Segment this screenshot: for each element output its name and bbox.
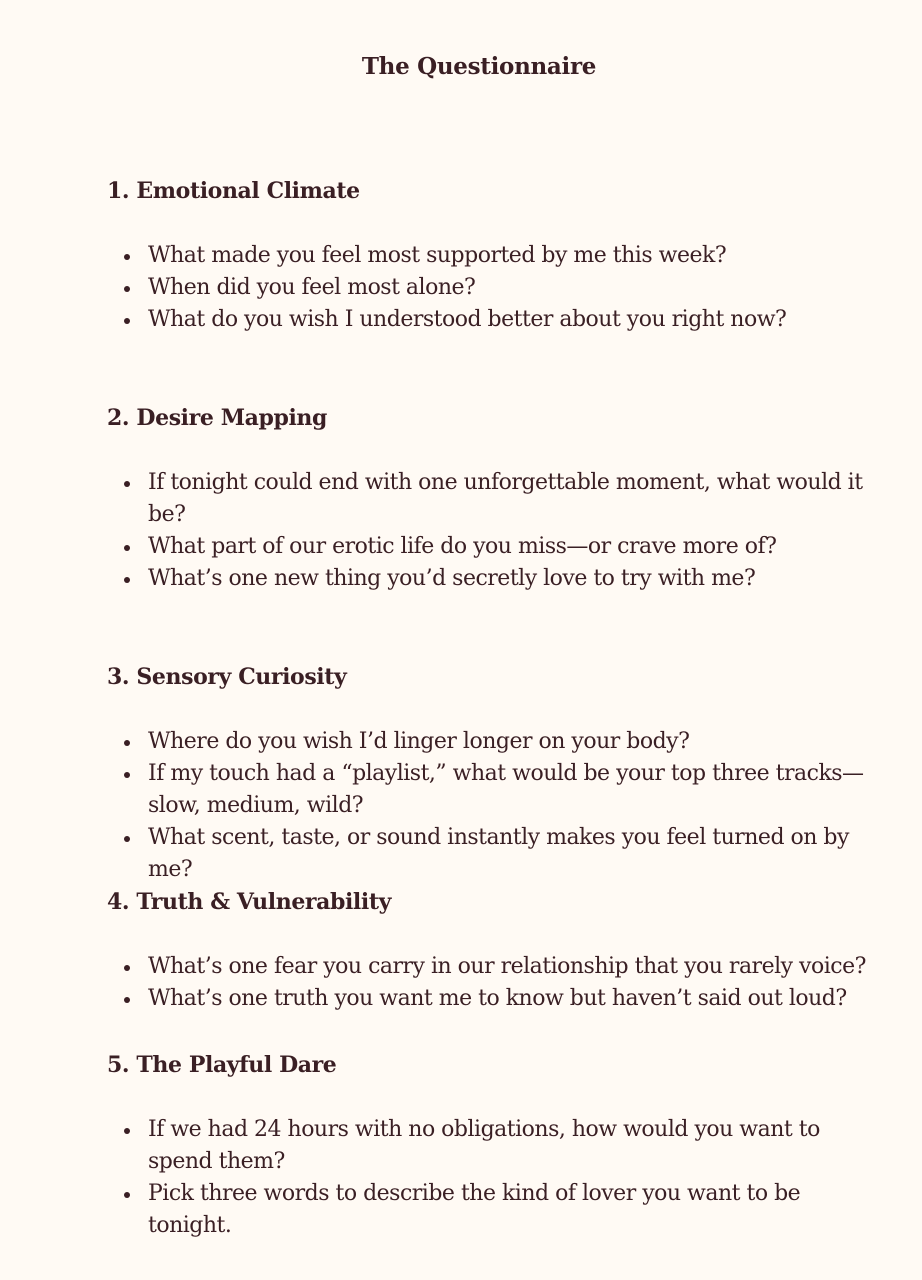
question-item: What made you feel most supported by me this week?: [107, 240, 887, 272]
question-item: What scent, taste, or sound instantly makes you feel turned on by me?: [107, 822, 887, 886]
section-heading: 5. The Playful Dare: [107, 1052, 337, 1078]
question-item: What’s one new thing you’d secretly love to try with me?: [107, 563, 887, 595]
section-sensory-curiosity: [107, 662, 887, 886]
question-item: What do you wish I understood better about you right now?: [107, 304, 887, 336]
question-list: [107, 467, 887, 595]
question-list: [107, 1114, 887, 1242]
section-desire-mapping: [107, 403, 887, 595]
question-list: [107, 951, 887, 1015]
question-item: If tonight could end with one unforgettable moment, what would it be?: [107, 467, 887, 531]
question-item: Pick three words to describe the kind of lover you want to be tonight.: [107, 1178, 887, 1242]
section-playful-dare: [107, 1050, 887, 1242]
question-item: What’s one fear you carry in our relationship that you rarely voice?: [107, 951, 887, 983]
question-item: What part of our erotic life do you miss—or crave more of?: [107, 531, 887, 563]
question-item: What’s one truth you want me to know but haven’t said out loud?: [107, 983, 887, 1015]
question-item: If we had 24 hours with no obligations, how would you want to spend them?: [107, 1114, 887, 1178]
question-item: If my touch had a “playlist,” what would be your top three tracks—slow, medium, wild?: [107, 758, 887, 822]
section-heading: 3. Sensory Curiosity: [107, 664, 347, 690]
page-title: The Questionnaire: [361, 53, 597, 80]
question-list: [107, 726, 887, 886]
question-item: Where do you wish I’d linger longer on your body?: [107, 726, 887, 758]
section-truth-vulnerability: [107, 887, 887, 1015]
section-emotional-climate: [107, 176, 887, 336]
section-heading: 4. Truth & Vulnerability: [107, 889, 391, 915]
section-heading: 1. Emotional Climate: [107, 178, 360, 204]
question-item: When did you feel most alone?: [107, 272, 887, 304]
section-heading: 2. Desire Mapping: [107, 405, 327, 431]
question-list: [107, 240, 887, 336]
